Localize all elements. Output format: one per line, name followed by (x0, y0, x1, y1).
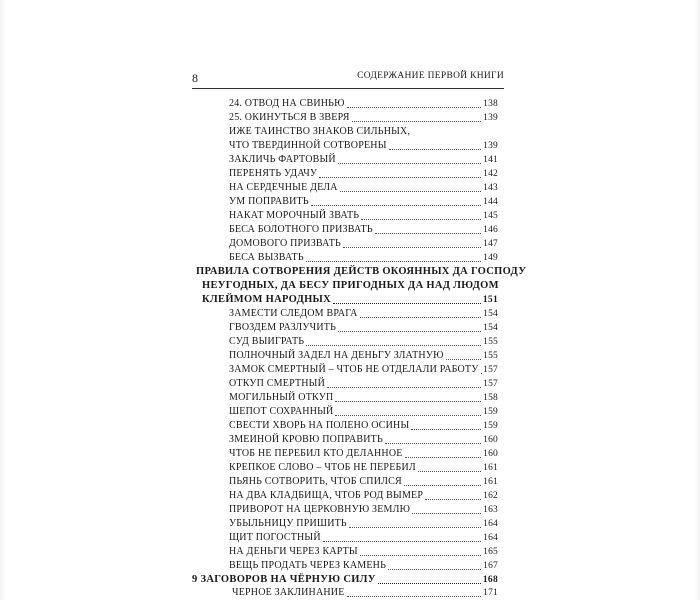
toc-entry-title: ЩИТ ПОГОСТНЫЙ (229, 532, 321, 543)
toc-entry-page: 171 (483, 588, 498, 598)
toc-entry[interactable] (232, 586, 498, 600)
dot-leader (352, 120, 482, 122)
dot-leader (404, 484, 481, 486)
toc-entry-page: 160 (483, 435, 498, 445)
toc-entry-page: 163 (483, 505, 498, 515)
dot-leader (349, 526, 481, 528)
toc-entry[interactable] (229, 167, 498, 181)
toc-entry[interactable] (229, 363, 498, 377)
toc-entry-page: 139 (483, 113, 498, 123)
toc-entry-title: ГВОЗДЕМ РАЗЛУЧИТЬ (229, 322, 337, 333)
toc-entry-title: МОГИЛЬНЫЙ ОТКУП (229, 392, 334, 403)
toc-entry-title: ЗАМОК СМЕРТНЫЙ – ЧТОБ НЕ ОТДЕЛАЛИ РАБОТУ (229, 364, 479, 375)
toc-entry[interactable] (229, 447, 498, 461)
toc-entry-page: 159 (483, 421, 498, 431)
dot-leader (412, 512, 481, 514)
toc-entry-page: 144 (483, 197, 498, 207)
toc-entry[interactable] (229, 489, 498, 503)
toc-entry-title: ЧЕРНОЕ ЗАКЛИНАНИЕ (232, 587, 345, 598)
toc-entry-page: 155 (483, 337, 498, 347)
dot-leader (343, 246, 481, 248)
toc-entry[interactable] (229, 405, 498, 419)
toc-entry-page: 146 (483, 225, 498, 235)
toc-entry-title: ШЕПОТ СОХРАННЫЙ (229, 406, 334, 417)
toc-entry-page: 149 (483, 253, 498, 263)
toc-entry-title: ЗАМЕСТИ СЛЕДОМ ВРАГА (229, 308, 358, 319)
toc-entry-page: 157 (483, 379, 498, 389)
dot-leader (319, 176, 481, 178)
toc-entry[interactable] (229, 195, 498, 209)
dot-leader (306, 344, 481, 346)
dot-leader (418, 470, 481, 472)
toc-entry-title: ОТКУП СМЕРТНЫЙ (229, 378, 326, 389)
dot-leader (378, 582, 481, 584)
dot-leader (375, 232, 481, 234)
dot-leader (481, 372, 482, 374)
toc-entry-page: 142 (483, 169, 498, 179)
dot-leader (327, 386, 481, 388)
toc-entry-page: 167 (483, 561, 498, 571)
dot-leader (323, 540, 481, 542)
toc-entry-title: 24. ОТВОД НА СВИНЬЮ (229, 98, 345, 109)
toc-entry[interactable] (229, 251, 498, 265)
toc-entry[interactable] (229, 545, 498, 559)
dot-leader (333, 302, 481, 304)
toc-entry-page: 164 (483, 519, 498, 529)
toc-entry-page: 159 (483, 407, 498, 417)
toc-entry-title: ПОЛНОЧНЫЙ ЗАДЕЛ НА ДЕНЬГУ ЗЛАТНУЮ (229, 350, 444, 361)
dot-leader (360, 554, 481, 556)
toc-entry[interactable] (229, 503, 498, 517)
toc-section-title: 9 ЗАГОВОРОВ НА ЧЁРНУЮ СИЛУ (192, 574, 376, 585)
toc-entry[interactable] (229, 433, 498, 447)
dot-leader (405, 456, 482, 458)
toc-entry[interactable] (229, 419, 498, 433)
toc-entry[interactable] (229, 153, 498, 167)
toc-entry[interactable] (229, 97, 498, 111)
toc-entry[interactable] (229, 517, 498, 531)
toc-entry-page: 138 (483, 99, 498, 109)
toc-entry[interactable] (229, 461, 498, 475)
toc-entry-title: УМ ПОПРАВИТЬ (229, 196, 309, 207)
toc-entry[interactable] (229, 209, 498, 223)
toc-entry-title: БЕСА БОЛОТНОГО ПРИЗВАТЬ (229, 224, 373, 235)
toc-entry-page: 145 (483, 211, 498, 221)
toc-entry[interactable] (229, 111, 498, 125)
toc-section-title-line: НЕУГОДНЫХ, ДА БЕСУ ПРИГОДНЫХ ДА НАД ЛЮДОМ (202, 280, 499, 291)
toc-entry-title: ПЕРЕНЯТЬ УДАЧУ (229, 168, 318, 179)
toc-entry-title: ПРИВОРОТ НА ЦЕРКОВНУЮ ЗЕМЛЮ (229, 504, 411, 515)
toc-entry-page: 139 (483, 141, 498, 151)
running-title: СОДЕРЖАНИЕ ПЕРВОЙ КНИГИ (357, 71, 504, 81)
dot-leader (361, 218, 481, 220)
toc-entry-page: 161 (483, 463, 498, 473)
toc-entry-title: 25. ОКИНУТЬСЯ В ЗВЕРЯ (229, 112, 350, 123)
toc-entry-title: НА ДЕНЬГИ ЧЕРЕЗ КАРТЫ (229, 546, 358, 557)
toc-entry-page: 157 (483, 365, 498, 375)
toc-entry-page: 147 (483, 239, 498, 249)
toc-entry[interactable] (229, 223, 498, 237)
toc-section-entry[interactable] (202, 293, 498, 307)
toc-entry-title: ДОМОВОГО ПРИЗВАТЬ (229, 238, 341, 249)
toc-entry-title: ЧТОБ НЕ ПЕРЕБИЛ КТО ДЕЛАННОЕ (229, 448, 403, 459)
dot-leader (360, 316, 482, 318)
toc-entry[interactable] (229, 307, 498, 321)
toc-entry[interactable] (229, 391, 498, 405)
toc-section-page: 151 (482, 295, 498, 305)
toc-entry-page: 165 (483, 547, 498, 557)
dot-leader (338, 162, 481, 164)
toc-entry-title: КРЕПКОЕ СЛОВО – ЧТОБ НЕ ПЕРЕБИЛ (229, 462, 416, 473)
dot-leader (335, 414, 481, 416)
toc-entry-page: 160 (483, 449, 498, 459)
toc-entry[interactable] (229, 321, 498, 335)
toc-entry[interactable] (229, 237, 498, 251)
page-number: 8 (192, 71, 198, 85)
toc-entry[interactable] (229, 531, 498, 545)
dot-leader (385, 442, 481, 444)
dot-leader (335, 400, 481, 402)
toc-entry-page: 161 (483, 477, 498, 487)
dot-leader (389, 148, 482, 150)
toc-entry[interactable] (229, 139, 498, 153)
toc-entry-page: 154 (483, 323, 498, 333)
toc-entry-title: ЧТО ТВЕРДИННОЙ СОТВОРЕНЫ (229, 140, 387, 151)
toc-entry[interactable] (229, 335, 498, 349)
toc-entry-page: 162 (483, 491, 498, 501)
dot-leader (446, 358, 482, 360)
toc-entry-title: УБЫЛЬНИЦУ ПРИШИТЬ (229, 518, 347, 529)
toc-section-entry[interactable] (192, 573, 498, 587)
dot-leader (340, 190, 481, 192)
toc-entry-page: 158 (483, 393, 498, 403)
toc-entry[interactable] (229, 559, 498, 573)
toc-entry[interactable] (229, 475, 498, 489)
toc-entry-page: 141 (483, 155, 498, 165)
dot-leader (347, 595, 482, 597)
dot-leader (347, 106, 482, 108)
dot-leader (338, 330, 481, 332)
toc-entry-page: 164 (483, 533, 498, 543)
toc-entry-page: 154 (483, 309, 498, 319)
dot-leader (311, 204, 481, 206)
toc-entry-title: СУД ВЫИГРАТЬ (229, 336, 305, 347)
toc-entry-title: НАКАТ МОРОЧНЫЙ ЗВАТЬ (229, 210, 360, 221)
dot-leader (411, 428, 481, 430)
toc-entry-title-line: ИЖЕ ТАИНСТВО ЗНАКОВ СИЛЬНЫХ, (229, 126, 411, 137)
toc-section-page: 168 (482, 575, 498, 585)
toc-entry-title: ЗАКЛИЧЬ ФАРТОВЫЙ (229, 154, 336, 165)
toc-entry-title: НА СЕРДЕЧНЫЕ ДЕЛА (229, 182, 338, 193)
toc-entry-title: БЕСА ВЫЗВАТЬ (229, 252, 304, 263)
toc-section-title-line: ПРАВИЛА СОТВОРЕНИЯ ДЕЙСТВ ОКОЯННЫХ ДА ГОСПОДУ (196, 266, 527, 277)
toc-entry-title: НА ДВА КЛАДБИЩА, ЧТОБ РОД ВЫМЕР (229, 490, 424, 501)
toc-entry[interactable] (229, 377, 498, 391)
toc-entry-title: ВЕЩЬ ПРОДАТЬ ЧЕРЕЗ КАМЕНЬ (229, 560, 387, 571)
toc-entry-page: 143 (483, 183, 498, 193)
toc-section-title: КЛЕЙМОМ НАРОДНЫХ (202, 294, 332, 305)
toc-entry-title: СВЕСТИ ХВОРЬ НА ПОЛЕНО ОСИНЫ (229, 420, 410, 431)
toc-entry-title: ПЬЯНЬ СОТВОРИТЬ, ЧТОБ СПИЛСЯ (229, 476, 402, 487)
dot-leader (388, 568, 481, 570)
dot-leader (306, 260, 481, 262)
toc-entry[interactable] (229, 349, 498, 363)
toc-entry[interactable] (229, 181, 498, 195)
toc-entry-title: ЗМЕИНОЙ КРОВЮ ПОПРАВИТЬ (229, 434, 383, 445)
toc-entry-page: 155 (483, 351, 498, 361)
dot-leader (425, 498, 481, 500)
